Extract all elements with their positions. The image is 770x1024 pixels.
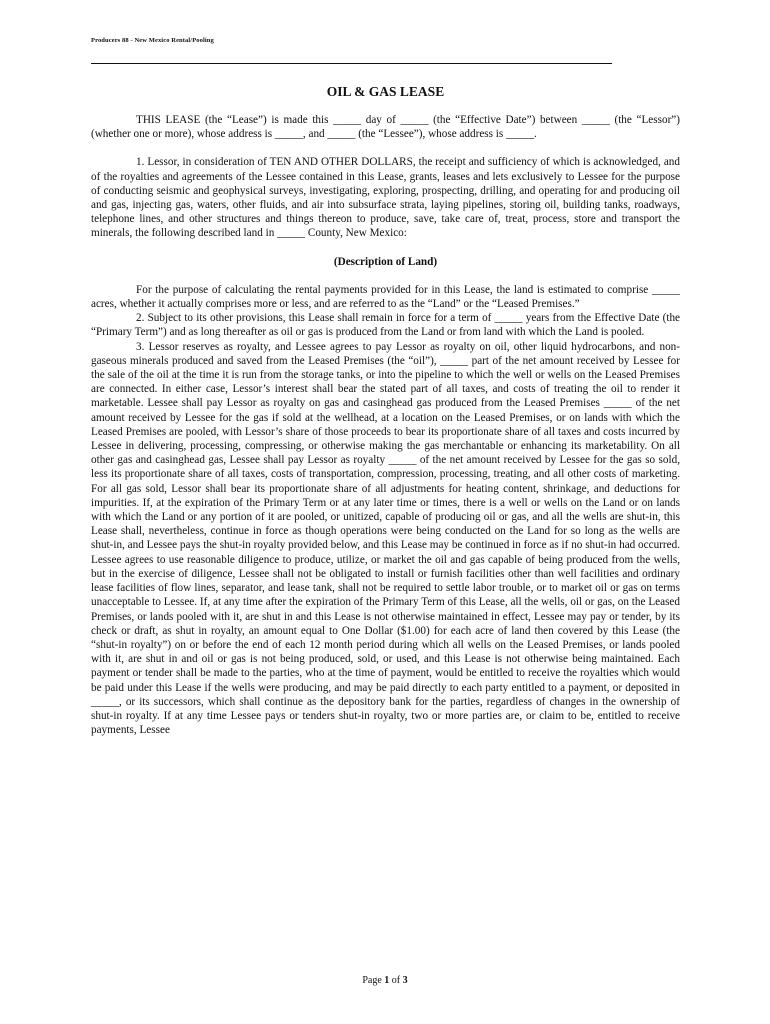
clause-2: 2. Subject to its other provisions, this Lease shall remain in force for a term of _____ years from the Effective Date (the “Primary Term”) and as long thereafter as oil or gas is produced from the Land or from land with which the Land is pooled. bbox=[91, 312, 680, 339]
clause-1: 1. Lessor, in consideration of TEN AND OTHER DOLLARS, the receipt and sufficiency of which is acknowledged, and of the royalties and agreements of the Lessee contained in this Lease, grants, leases and lets exclusively to Lessee for the purpose of conducting seismic and geophysical surveys, investigating, exploring, prospecting, drilling, and operating for and producing oil and gas, injecting gas, waters, other fluids, and air into subsurface strata, laying pipelines, storing oil, building tanks, roadways, telephone lines, and other structures and things thereon to produce, save, take care of, treat, process, store and transport the minerals, the following described land in _____ County, New Mexico: bbox=[91, 156, 680, 240]
document-title: OIL & GAS LEASE bbox=[326, 84, 445, 99]
page-label: Page bbox=[362, 975, 382, 986]
page-total: 3 bbox=[402, 975, 408, 986]
acreage-paragraph: For the purpose of calculating the rental payments provided for in this Lease, the land is estimated to comprise _____ acres, whether it actually comprises more or less, and are referred to as the “Land” or the “Leased Premises.” bbox=[91, 283, 680, 311]
page-footer bbox=[0, 975, 770, 986]
land-description-heading: (Description of Land) bbox=[333, 255, 438, 268]
header-rule bbox=[91, 63, 612, 64]
intro-paragraph: THIS LEASE (the “Lease”) is made this _____ day of _____ (the “Effective Date”) between _____ (the “Lessor”)(whether one or more), whose address is _____, and _____ (the “Lessee”), whose address is _____. bbox=[91, 114, 680, 141]
page-of-label: of bbox=[391, 975, 401, 986]
header-note: Producers 88 - New Mexico Rental/Pooling bbox=[91, 37, 214, 44]
clause-3: 3. Lessor reserves as royalty, and Lessee agrees to pay Lessor as royalty on oil, other liquid hydrocarbons, and non-gaseous minerals produced and saved from the Leased Premises (the “oil”), _____ part of the net amount received by Lessee for the sale of the oil at the time it is run from the storage tanks, or into the pipeline to which the well or wells on the Leased Premises are connected. In either case, Lessor’s interest shall bear the stated part of all taxes, and costs of treating the oil to render it marketable. Lessee shall pay Lessor as royalty on gas and casinghead gas produced from the Leased Premises _____ of the net amount received by Lessee for the gas if sold at the wellhead, at a location on the Leased Premises, or on lands with which the Leased Premises are pooled, with Lessor’s share of those proceeds to bear its proportionate share of all taxes and costs incurred by Lessee in delivering, processing, compressing, or otherwise making the gas merchantable or enhancing its marketability. On all other gas and casinghead gas, Lessee shall pay Lessor as royalty _____ of the net amount received by Lessee for the gas so sold, less its proportionate share of all taxes, costs of transportation, compression, processing, treating, and all other costs of marketing. For all gas sold, Lessor shall bear its proportionate share of all adjustments for heating content, shrinkage, and deductions for impurities. If, at the expiration of the Primary Term or at any later time or times, there is a well or wells on the Land or on lands with which the Land or any portion of it are pooled, or unitized, capable of producing oil or gas, and all the wells are shut-in, this Lease shall, nevertheless, continue in force as though operations were being conducted on the Land for so long as the wells are shut-in, and Lessee pays the shut-in royalty provided below, and this Lease may be continued in force as if no shut-in had occurred. Lessee agrees to use reasonable diligence to produce, utilize, or market the oil and gas capable of being produced from the wells, but in the exercise of diligence, Lessee shall not be obligated to install or furnish facilities other than well facilities and ordinary lease facilities of flow lines, separator, and lease tank, shall not be required to settle labor trouble, or to market oil or gas on terms unacceptable to Lessee. If, at any time after the expiration of the Primary Term of this Lease, all the wells, oil or gas, on the Leased Premises, or lands pooled with it, are shut in and this Lease is not otherwise maintained in effect, Lessee may pay or tender, by its check or draft, as shut in royalty, an amount equal to One Dollar ($1.00) for each acre of land then covered by this Lease (the “shut-in royalty”) on or before the end of each 12 month period during which all wells on the Leased Premises, or lands pooled with it, are shut in and oil or gas is not being produced, sold, or used, and this Lease is not otherwise being maintained. Each payment or tender shall be made to the parties, who at the time of payment, would be entitled to receive the royalties which would be paid under this Lease if the wells were producing, and may be paid directly to each party entitled to a payment, or deposited in _____, or its successors, which shall continue as the depository bank for the parties, regardless of changes in the ownership of shut-in royalty. If at any time Lessee pays or tenders shut-in royalty, two or more parties are, or claim to be, entitled to receive payments, Lessee bbox=[91, 340, 680, 737]
page-number: 1 bbox=[384, 975, 390, 986]
document-body bbox=[91, 113, 680, 737]
